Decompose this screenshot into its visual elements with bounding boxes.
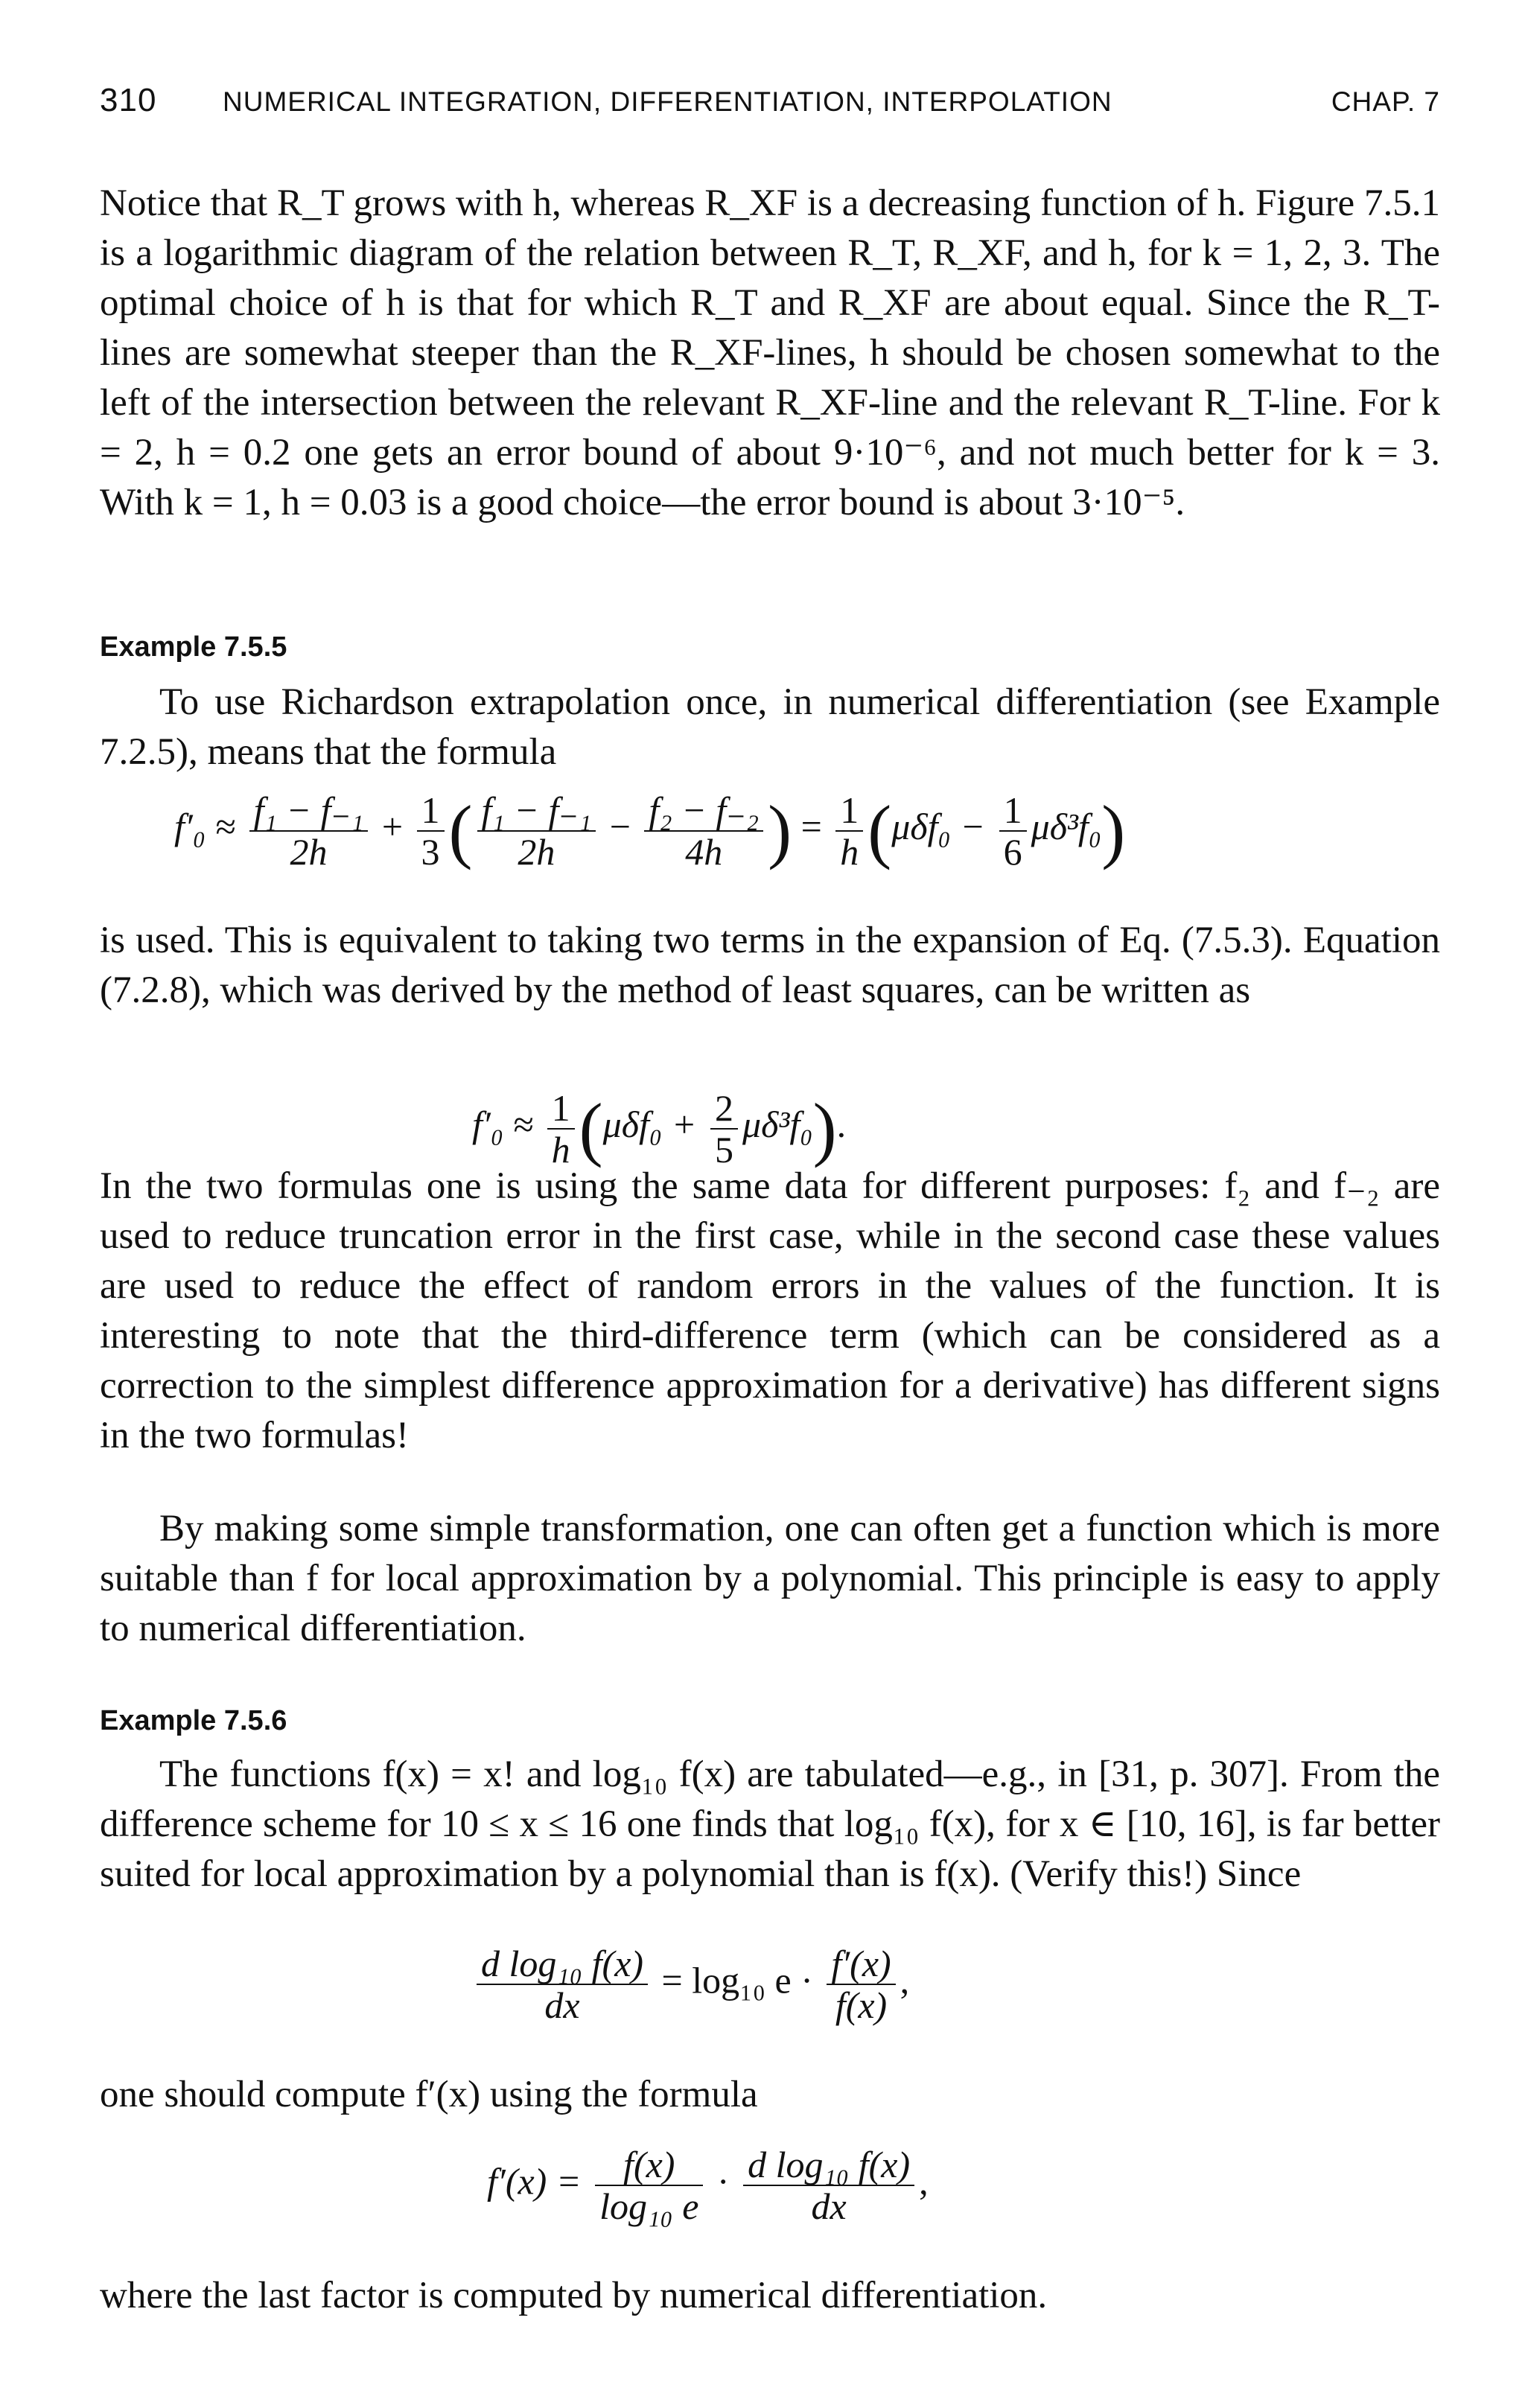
equation-least-squares: f′₀ ≈ $\frac{1}{h}$ (μδf₀ + $\frac{2}{5}$ μδ³f₀). <box>472 1086 847 1170</box>
paragraph-equivalent: is used. This is equivalent to taking two terms in the expansion of Eq. (7.5.3). Equation (7.2.8), which was derived by the method of least squares, can be written as <box>100 920 1440 1011</box>
eq4-frac-1: $\frac{f(x)}{\text{log₁₀ e}}$ <box>595 2144 703 2226</box>
chapter-label: CHAP. 7 <box>1331 86 1440 117</box>
eq1-inner-1: μδf₀ − <box>891 805 986 847</box>
eq2-coef-1: $\frac{1}{h}$ <box>547 1088 575 1170</box>
equation-richardson: f′₀ ≈ $\frac{\text{f₁ − f₋₁}}{2h}$ + $\frac{1}{3}$ ( $\frac{\text{f₁ − f₋₁}}{2h}$ − $\frac{\text{f₂ − f₋₂}}{4h}$ ) = $\frac{1}{h}$ (μδf₀ − $\frac{1}{6}$ μδ³f₀) <box>174 789 1126 873</box>
eq1-coef-3: $\frac{1}{6}$ <box>999 790 1027 872</box>
eq1-frac-3: $\frac{\text{f₂ − f₋₂}}{4h}$ <box>644 790 763 872</box>
eq4-lhs: f′(x) = <box>487 2160 582 2202</box>
paragraph-functions: The functions f(x) = x! and log₁₀ f(x) are tabulated—e.g., in [31, p. 307]. From the difference scheme for 10 ≤ x ≤ 16 one finds that log₁₀ f(x), for x ∈ [10, 16], is far better suited for local approximation by a polynomial than is f(x). (Verify this!) Since <box>100 1754 1440 1895</box>
eq3-middle: = log₁₀ e · <box>661 1959 813 2001</box>
eq4-end: , <box>919 2160 929 2202</box>
paragraph-last-factor: where the last factor is computed by numerical differentiation. <box>100 2275 1048 2316</box>
eq1-minus: − <box>609 805 631 847</box>
eq1-coef-1: $\frac{1}{3}$ <box>417 790 445 872</box>
equation-derivative-formula <box>487 2144 929 2226</box>
eq4-frac-2: $\frac{\text{d log₁₀ f(x)}}{dx}$ <box>743 2144 914 2226</box>
eq1-lhs: f′₀ ≈ <box>174 805 236 847</box>
eq1-frac-1: $\frac{\text{f₁ − f₋₁}}{2h}$ <box>249 790 369 872</box>
equation-log-derivative <box>472 1943 909 2025</box>
paragraph-compute: one should compute f′(x) using the formula <box>100 2074 758 2115</box>
eq4-dot: · <box>716 2160 730 2202</box>
eq2-coef-2: $\frac{2}{5}$ <box>710 1088 738 1170</box>
eq1-equals: = <box>800 805 822 847</box>
eq1-frac-2: $\frac{\text{f₁ − f₋₁}}{2h}$ <box>477 790 596 872</box>
eq2-end: . <box>836 1103 847 1145</box>
paragraph-two-formulas: In the two formulas one is using the same data for different purposes: f₂ and f₋₂ are used to reduce truncation error in the first case, while in the second case these values are used to reduce the effect of random errors in the values of the function. It is interesting to note that the third-difference term (which can be considered as a correction to the simplest difference approximation for a derivative) has different signs in the two formulas! <box>100 1165 1440 1456</box>
paragraph-transformation: By making some simple transformation, one can often get a function which is more suitable than f for local approximation by a polynomial. This principle is easy to apply to numerical differentiation. <box>100 1508 1440 1649</box>
eq1-inner-2: μδ³f₀ <box>1031 805 1102 847</box>
eq3-rhs-frac: $\frac{f'(x)}{f(x)}$ <box>827 1943 895 2025</box>
running-title: NUMERICAL INTEGRATION, DIFFERENTIATION, INTERPOLATION <box>223 86 1112 117</box>
page-number: 310 <box>100 82 157 118</box>
eq1-coef-2: $\frac{1}{h}$ <box>835 790 863 872</box>
eq2-inner-2: μδ³f₀ <box>742 1103 813 1145</box>
paragraph-richardson: To use Richardson extrapolation once, in numerical differentiation (see Example 7.2.5), means that the formula <box>100 681 1440 773</box>
example-heading-7-5-5: Example 7.5.5 <box>100 631 287 663</box>
example-heading-7-5-6: Example 7.5.6 <box>100 1705 287 1736</box>
paragraph-notice: Notice that R_T grows with h, whereas R_XF is a decreasing function of h. Figure 7.5.1 is a logarithmic diagram of the relation between R_T, R_XF, and h, for k = 1, 2, 3. The optimal choice of h is that for which R_T and R_XF are about equal. Since the R_T-lines are somewhat steeper than the R_XF-lines, h should be chosen somewhat to the left of the intersection between the relevant R_XF-line and the relevant R_T-line. For k = 2, h = 0.2 one gets an error bound of about 9·10⁻⁶, and not much better for k = 3. With k = 1, h = 0.03 is a good choice—the error bound is about 3·10⁻⁵. <box>100 182 1440 523</box>
eq1-plus: + <box>381 805 404 847</box>
running-header <box>100 82 1440 127</box>
eq2-inner-1: μδf₀ + <box>602 1103 697 1145</box>
eq3-lhs-frac: $\frac{\text{d log₁₀ f(x)}}{dx}$ <box>477 1943 648 2025</box>
eq3-end: , <box>900 1959 910 2001</box>
eq2-lhs: f′₀ ≈ <box>472 1103 534 1145</box>
